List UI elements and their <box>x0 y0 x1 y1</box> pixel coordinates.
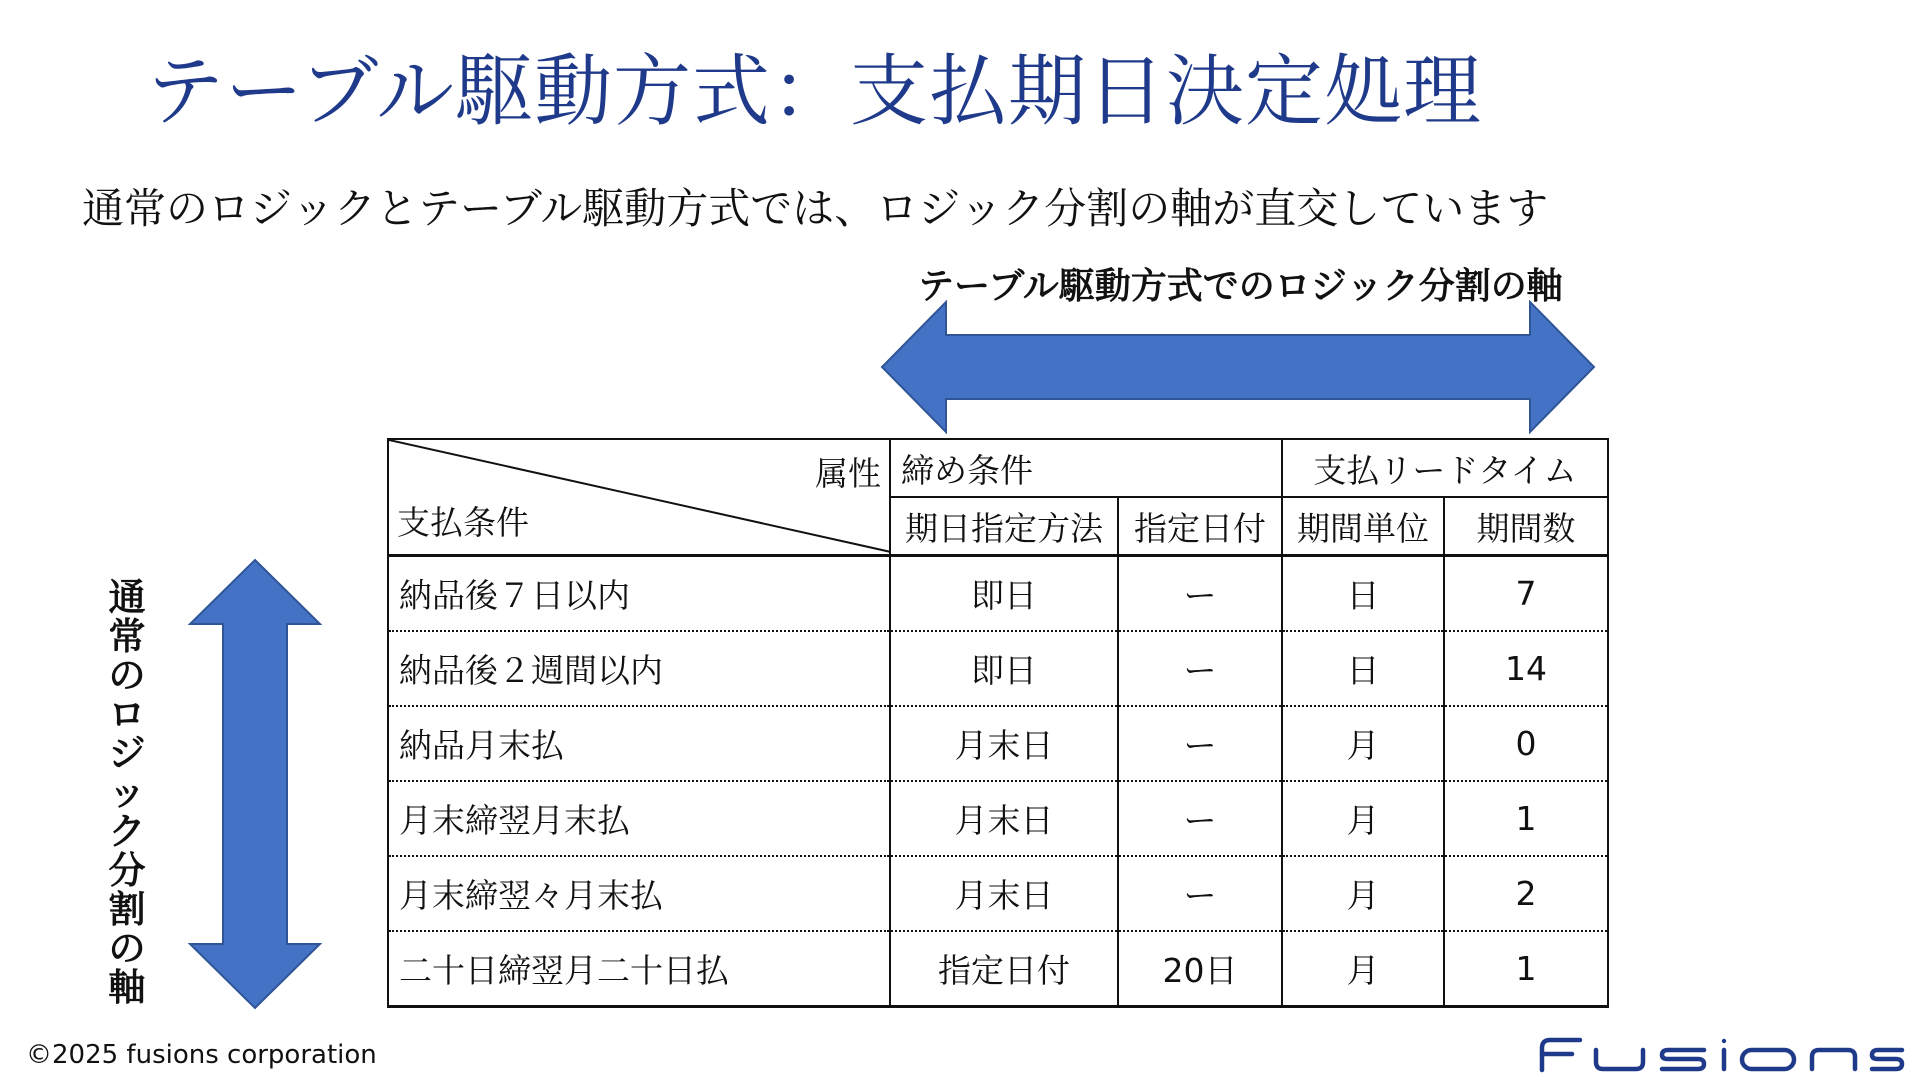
table-row <box>388 856 1608 931</box>
vertical-axis-char: 軸 <box>108 966 146 1009</box>
cell-method: 即日 <box>890 556 1118 632</box>
vertical-axis-char: の <box>108 927 146 970</box>
table-corner-cell <box>388 439 890 556</box>
cell-date: ー <box>1118 631 1282 706</box>
cell-count: 2 <box>1444 856 1608 931</box>
cell-count: 7 <box>1444 556 1608 632</box>
cell-unit: 日 <box>1282 556 1444 632</box>
fusions-logo <box>1538 1034 1906 1074</box>
cell-unit: 月 <box>1282 781 1444 856</box>
cell-date: ー <box>1118 556 1282 632</box>
horizontal-axis-label: テーブル駆動方式でのロジック分割の軸 <box>918 266 1563 307</box>
cell-count: 1 <box>1444 781 1608 856</box>
copyright-text: ©2025 fusions corporation <box>26 1040 377 1070</box>
cell-method: 月末日 <box>890 781 1118 856</box>
horizontal-double-arrow-icon <box>880 300 1596 434</box>
payment-terms-table <box>387 438 1609 1008</box>
cell-method: 指定日付 <box>890 931 1118 1007</box>
table-row <box>388 931 1608 1007</box>
cell-unit: 日 <box>1282 631 1444 706</box>
cell-condition: 納品月末払 <box>388 706 890 781</box>
vertical-axis-char: 分 <box>108 849 146 892</box>
table-row <box>388 781 1608 856</box>
cell-condition: 月末締翌々月末払 <box>388 856 890 931</box>
vertical-arrow-shape <box>190 560 320 1008</box>
vertical-double-arrow-icon <box>188 558 322 1010</box>
cell-condition: 納品後２週間以内 <box>388 631 890 706</box>
page-title: テーブル駆動方式：支払期日決定処理 <box>146 47 1482 137</box>
cell-count: 1 <box>1444 931 1608 1007</box>
cell-method: 即日 <box>890 631 1118 706</box>
vertical-axis-char: 常 <box>108 615 146 658</box>
cell-date: ー <box>1118 856 1282 931</box>
table-group-header-row <box>388 439 1608 497</box>
vertical-axis-char: ク <box>108 810 146 853</box>
table-row <box>388 706 1608 781</box>
vertical-axis-char: の <box>108 654 146 697</box>
vertical-axis-char: ロ <box>108 693 146 736</box>
cell-unit: 月 <box>1282 931 1444 1007</box>
group-header-closing: 締め条件 <box>890 439 1282 497</box>
cell-method: 月末日 <box>890 856 1118 931</box>
cell-count: 14 <box>1444 631 1608 706</box>
column-header-method: 期日指定方法 <box>890 497 1118 556</box>
column-header-count: 期間数 <box>1444 497 1608 556</box>
vertical-axis-char: 割 <box>108 888 146 931</box>
column-header-unit: 期間単位 <box>1282 497 1444 556</box>
vertical-axis-char: 通 <box>108 576 146 619</box>
cell-condition: 月末締翌月末払 <box>388 781 890 856</box>
vertical-axis-char: ジ <box>108 732 146 775</box>
corner-attribute-label: 属性 <box>815 454 881 493</box>
page-subtitle: 通常のロジックとテーブル駆動方式では、ロジック分割の軸が直交しています <box>82 184 1549 233</box>
table-row <box>388 556 1608 632</box>
group-header-leadtime: 支払リードタイム <box>1282 439 1608 497</box>
cell-date: ー <box>1118 781 1282 856</box>
cell-condition: 納品後７日以内 <box>388 556 890 632</box>
cell-condition: 二十日締翌月二十日払 <box>388 931 890 1007</box>
cell-count: 0 <box>1444 706 1608 781</box>
vertical-axis-char: ッ <box>108 771 146 814</box>
cell-date: 20日 <box>1118 931 1282 1007</box>
cell-unit: 月 <box>1282 856 1444 931</box>
column-header-date: 指定日付 <box>1118 497 1282 556</box>
horizontal-arrow-shape <box>882 302 1594 432</box>
corner-condition-label: 支払条件 <box>397 503 529 542</box>
vertical-axis-label <box>103 578 151 1007</box>
cell-date: ー <box>1118 706 1282 781</box>
cell-unit: 月 <box>1282 706 1444 781</box>
cell-method: 月末日 <box>890 706 1118 781</box>
table-row <box>388 631 1608 706</box>
